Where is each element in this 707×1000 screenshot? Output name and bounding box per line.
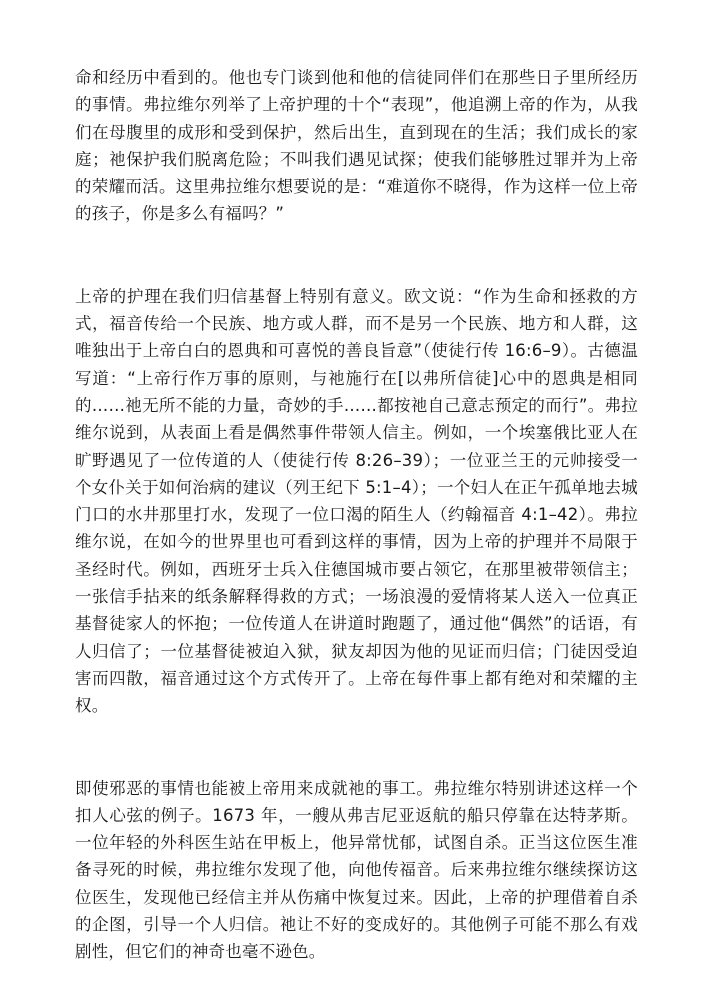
paragraph-2: 上帝的护理在我们归信基督上特别有意义。欧文说：“作为生命和拯救的方式，福音传给一个民族、地方或人群，而不是另一个民族、地方和人群，这唯独出于上帝白白的恩典和可喜悦的善良旨意”（使徒行传 16:6–9）。古德温写道：“上帝行作万事的原则，与祂施行在[以弗所信徒]心中的恩典是相同的……祂无所不能的力量，奇妙的手……都按祂自己意志预定的而行”。弗拉维尔说到，从表面上看是偶然事件带领人信主。例如，一个埃塞俄比亚人在旷野遇见了一位传道的人（使徒行传 8:26–39）；一位亚兰王的元帅接受一个女仆关于如何治病的建议（列王纪下 5:1–4）；一个妇人在正午孤单地去城门口的水井那里打水，发现了一位口渴的陌生人（约翰福音 4:1–42）。弗拉维尔说，在如今的世界里也可看到这样的事情，因为上帝的护理并不局限于圣经时代。例如，西班牙士兵入住德国城市要占领它，在那里被带领信主；一张信手拈来的纸条解释得救的方式；一场浪漫的爱情将某人送入一位真正基督徒家人的怀抱；一位传道人在讲道时跑题了，通过他“偶然”的话语，有人归信了；一位基督徒被迫入狱，狱友却因为他的见证而归信；门徒因受迫害而四散，福音通过这个方式传开了。上帝在每件事上都有绝对和荣耀的主权。: [75, 286, 638, 716]
paragraph-3: 即使邪恶的事情也能被上帝用来成就祂的事工。弗拉维尔特别讲述这样一个扣人心弦的例子。1673 年，一艘从弗吉尼亚返航的船只停靠在达特茅斯。一位年轻的外科医生站在甲板上，他异常忧郁，试图自杀。正当这位医生准备寻死的时候，弗拉维尔发现了他，向他传福音。后来弗拉维尔继续探访这位医生，发现他已经信主并从伤痛中恢复过来。因此，上帝的护理借着自杀的企图，引导一个人归信。祂让不好的变成好的。其他例子可能不那么有戏剧性，但它们的神奇也毫不逊色。: [75, 778, 638, 962]
document-body: [75, 64, 638, 966]
paragraph-1: 命和经历中看到的。他也专门谈到他和他的信徒同伴们在那些日子里所经历的事情。弗拉维尔列举了上帝护理的十个“表现”，他追溯上帝的作为，从我们在母腹里的成形和受到保护，然后出生，直到现在的生活；我们成长的家庭；祂保护我们脱离危险；不叫我们遇见试探；使我们能够胜过罪并为上帝的荣耀而活。这里弗拉维尔想要说的是：“难道你不晓得，作为这样一位上帝的孩子，你是多么有福吗？”: [75, 68, 638, 224]
